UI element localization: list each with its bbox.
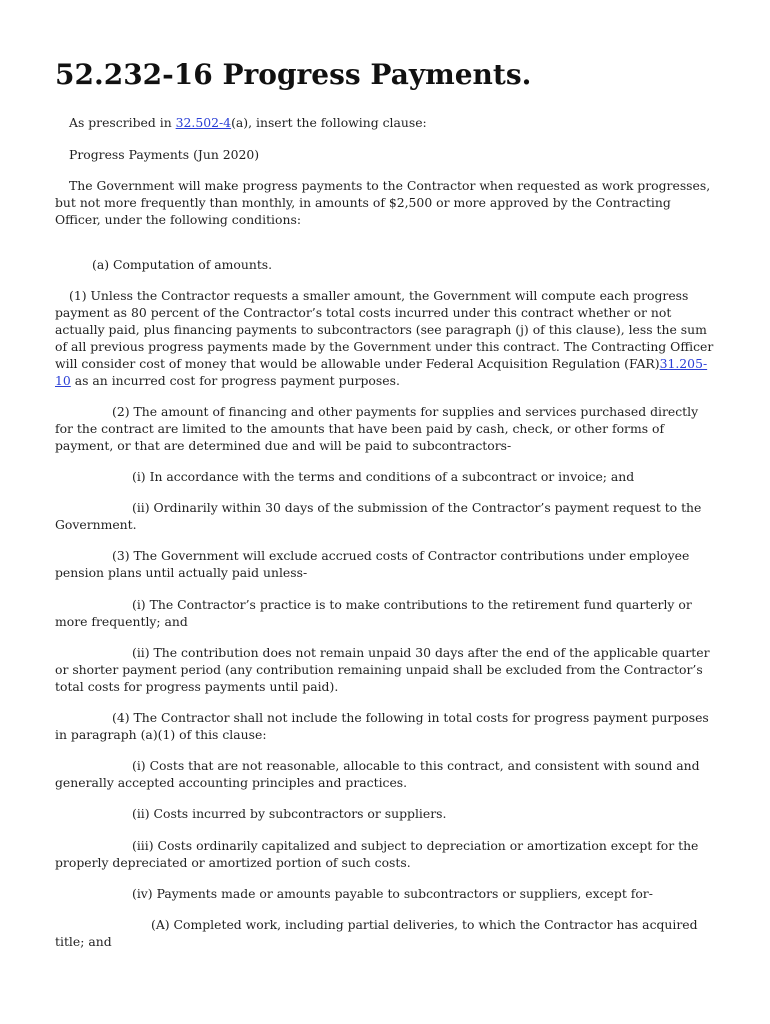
far-link-31-205-10[interactable]: 31.205-10 (55, 356, 708, 388)
paragraph-a4-iii: (iii) Costs ordinarily capitalized and subject to depreciation or amortization except for the properly depreciated or amortized portion of such costs. (55, 838, 699, 870)
prescribed-text-after: (a), insert the following clause: (231, 115, 427, 130)
prescribed-text-before: As prescribed in (69, 115, 176, 130)
paragraph-a4: (4) The Contractor shall not include the following in total costs for progress payment purposes in paragraph (a)(1) of this clause: (55, 710, 709, 742)
paragraph-a2-i: (i) In accordance with the terms and conditions of a subcontract or invoice; and (132, 469, 635, 484)
paragraph-a1-text: (1) Unless the Contractor requests a smaller amount, the Government will compute each progress payment as 80 percent of the Contractor’s total costs incurred under this contract whether or not actually paid, plus financing payments to subcontractors (see paragraph (j) of this clause), less the sum of all previous progress payments made by the Government under this contract. The Contracting Officer will consider cost of money that would be allowable under Federal Acquisition Regulation (FAR) (55, 288, 714, 371)
paragraph-a1 (55, 287, 717, 389)
paragraph-a3: (3) The Government will exclude accrued costs of Contractor contributions under employee pension plans until actually paid unless- (55, 548, 690, 580)
prescribed-paragraph (55, 114, 717, 131)
paragraph-a4-i: (i) Costs that are not reasonable, allocable to this contract, and consistent with sound and generally accepted accounting principles and practices. (55, 758, 700, 790)
far-link-32-502-4[interactable]: 32.502-4 (175, 115, 232, 130)
paragraph-a1-text-after: as an incurred cost for progress payment purposes. (70, 373, 400, 388)
paragraph-a3-i: (i) The Contractor’s practice is to make contributions to the retirement fund quarterly or more frequently; and (55, 597, 692, 629)
paragraph-a4-ii: (ii) Costs incurred by subcontractors or suppliers. (132, 806, 447, 821)
paragraph-a3-ii: (ii) The contribution does not remain unpaid 30 days after the end of the applicable quarter or shorter payment period (any contribution remaining unpaid shall be excluded from the Contractor’s total costs for progress payments until paid). (55, 645, 710, 694)
paragraph-a4-iv-A: (A) Completed work, including partial deliveries, to which the Contractor has acquired title; and (55, 917, 698, 949)
paragraph-a4-iv: (iv) Payments made or amounts payable to subcontractors or suppliers, except for- (132, 886, 653, 901)
paragraph-a2: (2) The amount of financing and other payments for supplies and services purchased directly for the contract are limited to the amounts that have been paid by cash, check, or other forms of payment, or that are determined due and will be paid to subcontractors- (55, 404, 699, 453)
page-title: 52.232-16 Progress Payments. (55, 58, 532, 91)
section-a-heading: (a) Computation of amounts. (92, 257, 273, 272)
intro-paragraph: The Government will make progress payments to the Contractor when requested as work progresses, but not more frequently than monthly, in amounts of $2,500 or more approved by the Contracting Officer, under the following conditions: (55, 178, 711, 227)
clause-title: Progress Payments (Jun 2020) (69, 147, 260, 162)
paragraph-a2-ii: (ii) Ordinarily within 30 days of the submission of the Contractor’s payment request to the Government. (55, 500, 702, 532)
